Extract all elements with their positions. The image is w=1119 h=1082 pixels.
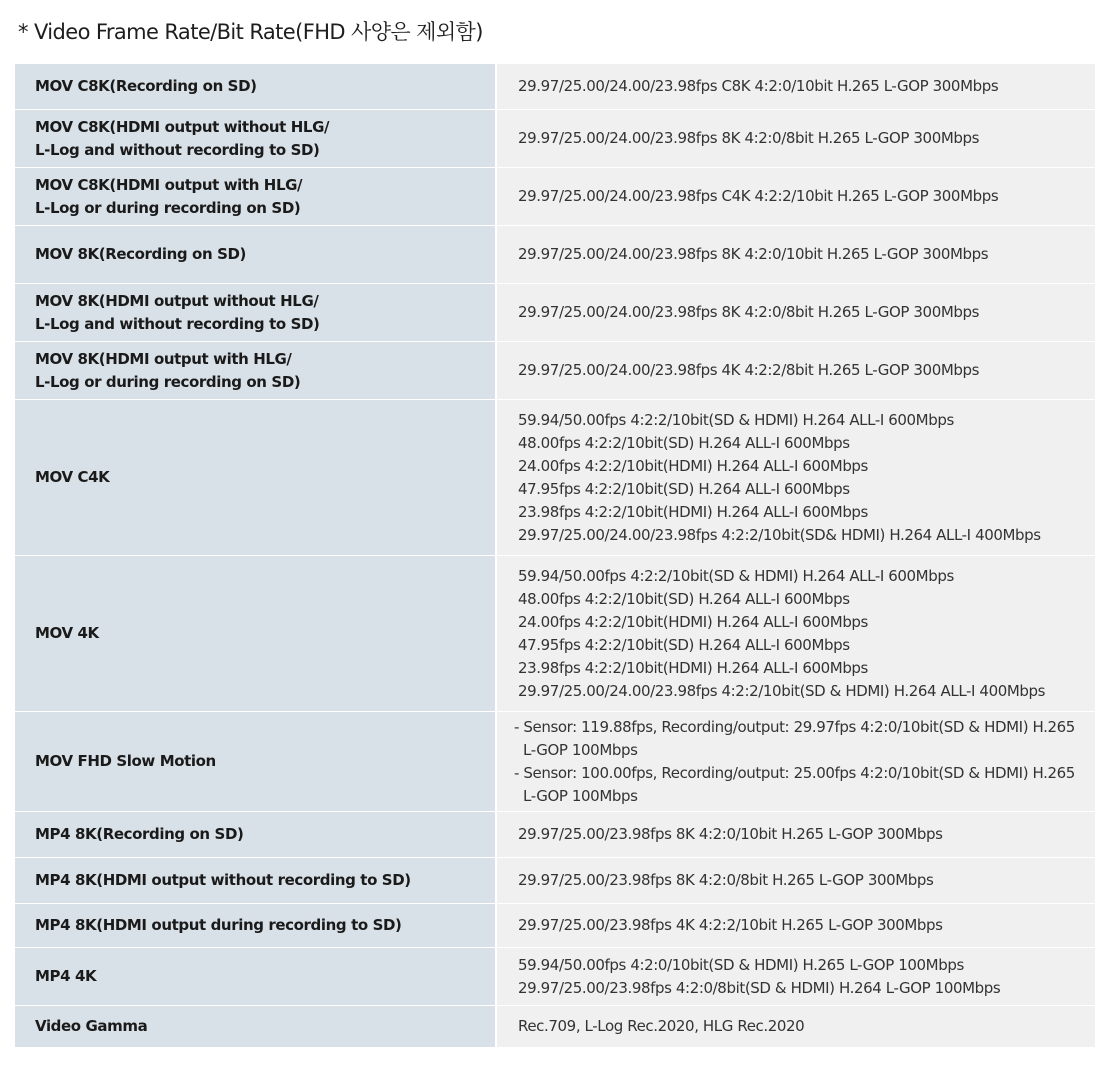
spec-value (496, 400, 1095, 556)
label-line: MOV 4K (35, 624, 99, 642)
value-line: 59.94/50.00fps 4:2:2/10bit(SD & HDMI) H.264 ALL-I 600Mbps (518, 410, 954, 429)
value-line: 29.97/25.00/24.00/23.98fps 4K 4:2:2/8bit H.265 L-GOP 300Mbps (518, 361, 980, 379)
page-title: * Video Frame Rate/Bit Rate(FHD 사양은 제외함) (18, 20, 483, 44)
value-line: 29.97/25.00/24.00/23.98fps 4:2:2/10bit(SD& HDMI) H.264 ALL-I 400Mbps (518, 525, 1041, 544)
table-row (15, 400, 1095, 556)
label-line: MOV C8K(Recording on SD) (35, 77, 257, 95)
label-line: MOV C8K(HDMI output without HLG/ (35, 117, 330, 136)
table-row (15, 342, 1095, 400)
label-line: MP4 8K(HDMI output without recording to SD) (35, 871, 411, 889)
value-line: 48.00fps 4:2:2/10bit(SD) H.264 ALL-I 600Mbps (518, 589, 850, 608)
spec-value (496, 168, 1095, 226)
label-line: MP4 8K(HDMI output during recording to SD) (35, 916, 402, 934)
spec-label (15, 712, 496, 812)
spec-table (15, 63, 1095, 1048)
spec-value (496, 342, 1095, 400)
value-line: 29.97/25.00/24.00/23.98fps 8K 4:2:0/10bit H.265 L-GOP 300Mbps (518, 245, 989, 263)
value-line: 48.00fps 4:2:2/10bit(SD) H.264 ALL-I 600Mbps (518, 433, 850, 452)
label-line: L-Log and without recording to SD) (35, 314, 320, 333)
spec-label (15, 64, 496, 110)
table-row (15, 284, 1095, 342)
table-row (15, 64, 1095, 110)
bullet-text-continued: L-GOP 100Mbps (523, 740, 638, 759)
table-row (15, 712, 1095, 812)
value-line: 23.98fps 4:2:2/10bit(HDMI) H.264 ALL-I 600Mbps (518, 658, 868, 677)
spec-value (496, 712, 1095, 812)
value-line: 29.97/25.00/24.00/23.98fps 8K 4:2:0/8bit H.265 L-GOP 300Mbps (518, 303, 980, 321)
value-line: 24.00fps 4:2:2/10bit(HDMI) H.264 ALL-I 600Mbps (518, 456, 868, 475)
spec-label (15, 948, 496, 1006)
label-line: L-Log or during recording on SD) (35, 372, 301, 391)
table-row (15, 812, 1095, 858)
spec-label (15, 1006, 496, 1048)
spec-label (15, 904, 496, 948)
bullet-text: - Sensor: 100.00fps, Recording/output: 25.00fps 4:2:0/10bit(SD & HDMI) H.265 (514, 763, 1075, 782)
spec-value (496, 812, 1095, 858)
label-line: Video Gamma (35, 1017, 148, 1035)
value-line: 47.95fps 4:2:2/10bit(SD) H.264 ALL-I 600Mbps (518, 635, 850, 654)
value-line: 29.97/25.00/23.98fps 4K 4:2:2/10bit H.265 L-GOP 300Mbps (518, 916, 943, 934)
value-line: 47.95fps 4:2:2/10bit(SD) H.264 ALL-I 600Mbps (518, 479, 850, 498)
label-line: MOV C4K (35, 468, 110, 486)
value-line: 24.00fps 4:2:2/10bit(HDMI) H.264 ALL-I 600Mbps (518, 612, 868, 631)
table-row (15, 858, 1095, 904)
label-line: L-Log or during recording on SD) (35, 198, 301, 217)
value-line: 29.97/25.00/24.00/23.98fps 4:2:2/10bit(SD & HDMI) H.264 ALL-I 400Mbps (518, 681, 1046, 700)
value-line: 29.97/25.00/23.98fps 4:2:0/8bit(SD & HDMI) H.264 L-GOP 100Mbps (518, 978, 1001, 997)
label-line: MOV 8K(HDMI output without HLG/ (35, 291, 319, 310)
spec-value (496, 64, 1095, 110)
spec-value (496, 1006, 1095, 1048)
table-row (15, 556, 1095, 712)
spec-value (496, 858, 1095, 904)
spec-label (15, 556, 496, 712)
value-line: 29.97/25.00/24.00/23.98fps 8K 4:2:0/8bit H.265 L-GOP 300Mbps (518, 129, 980, 147)
value-line: 23.98fps 4:2:2/10bit(HDMI) H.264 ALL-I 600Mbps (518, 502, 868, 521)
spec-value (496, 904, 1095, 948)
table-row (15, 110, 1095, 168)
spec-label (15, 400, 496, 556)
spec-value (496, 948, 1095, 1006)
spec-label (15, 812, 496, 858)
table-row (15, 904, 1095, 948)
spec-value (496, 284, 1095, 342)
bullet-text: - Sensor: 119.88fps, Recording/output: 29.97fps 4:2:0/10bit(SD & HDMI) H.265 (514, 717, 1075, 736)
label-line: MOV FHD Slow Motion (35, 752, 216, 770)
label-line: MP4 8K(Recording on SD) (35, 825, 244, 843)
spec-value (496, 556, 1095, 712)
label-line: L-Log and without recording to SD) (35, 140, 320, 159)
label-line: MOV 8K(Recording on SD) (35, 245, 246, 263)
bullet-item (514, 716, 1095, 762)
value-line: 29.97/25.00/23.98fps 8K 4:2:0/10bit H.265 L-GOP 300Mbps (518, 825, 943, 843)
spec-label (15, 110, 496, 168)
value-line: 29.97/25.00/23.98fps 8K 4:2:0/8bit H.265 L-GOP 300Mbps (518, 871, 934, 889)
value-line: 59.94/50.00fps 4:2:2/10bit(SD & HDMI) H.264 ALL-I 600Mbps (518, 566, 954, 585)
spec-label (15, 168, 496, 226)
spec-value (496, 110, 1095, 168)
label-line: MOV 8K(HDMI output with HLG/ (35, 349, 292, 368)
bullet-text-continued: L-GOP 100Mbps (523, 786, 638, 805)
spec-label (15, 342, 496, 400)
table-row (15, 1006, 1095, 1048)
spec-label (15, 284, 496, 342)
value-line: 29.97/25.00/24.00/23.98fps C8K 4:2:0/10bit H.265 L-GOP 300Mbps (518, 77, 999, 95)
label-line: MP4 4K (35, 967, 97, 985)
value-line: 29.97/25.00/24.00/23.98fps C4K 4:2:2/10bit H.265 L-GOP 300Mbps (518, 187, 999, 205)
table-row (15, 948, 1095, 1006)
bullet-item (514, 762, 1095, 808)
value-line: 59.94/50.00fps 4:2:0/10bit(SD & HDMI) H.265 L-GOP 100Mbps (518, 955, 964, 974)
table-row (15, 226, 1095, 284)
label-line: MOV C8K(HDMI output with HLG/ (35, 175, 303, 194)
spec-value (496, 226, 1095, 284)
table-row (15, 168, 1095, 226)
spec-label (15, 858, 496, 904)
value-line: Rec.709, L-Log Rec.2020, HLG Rec.2020 (518, 1017, 805, 1035)
spec-label (15, 226, 496, 284)
